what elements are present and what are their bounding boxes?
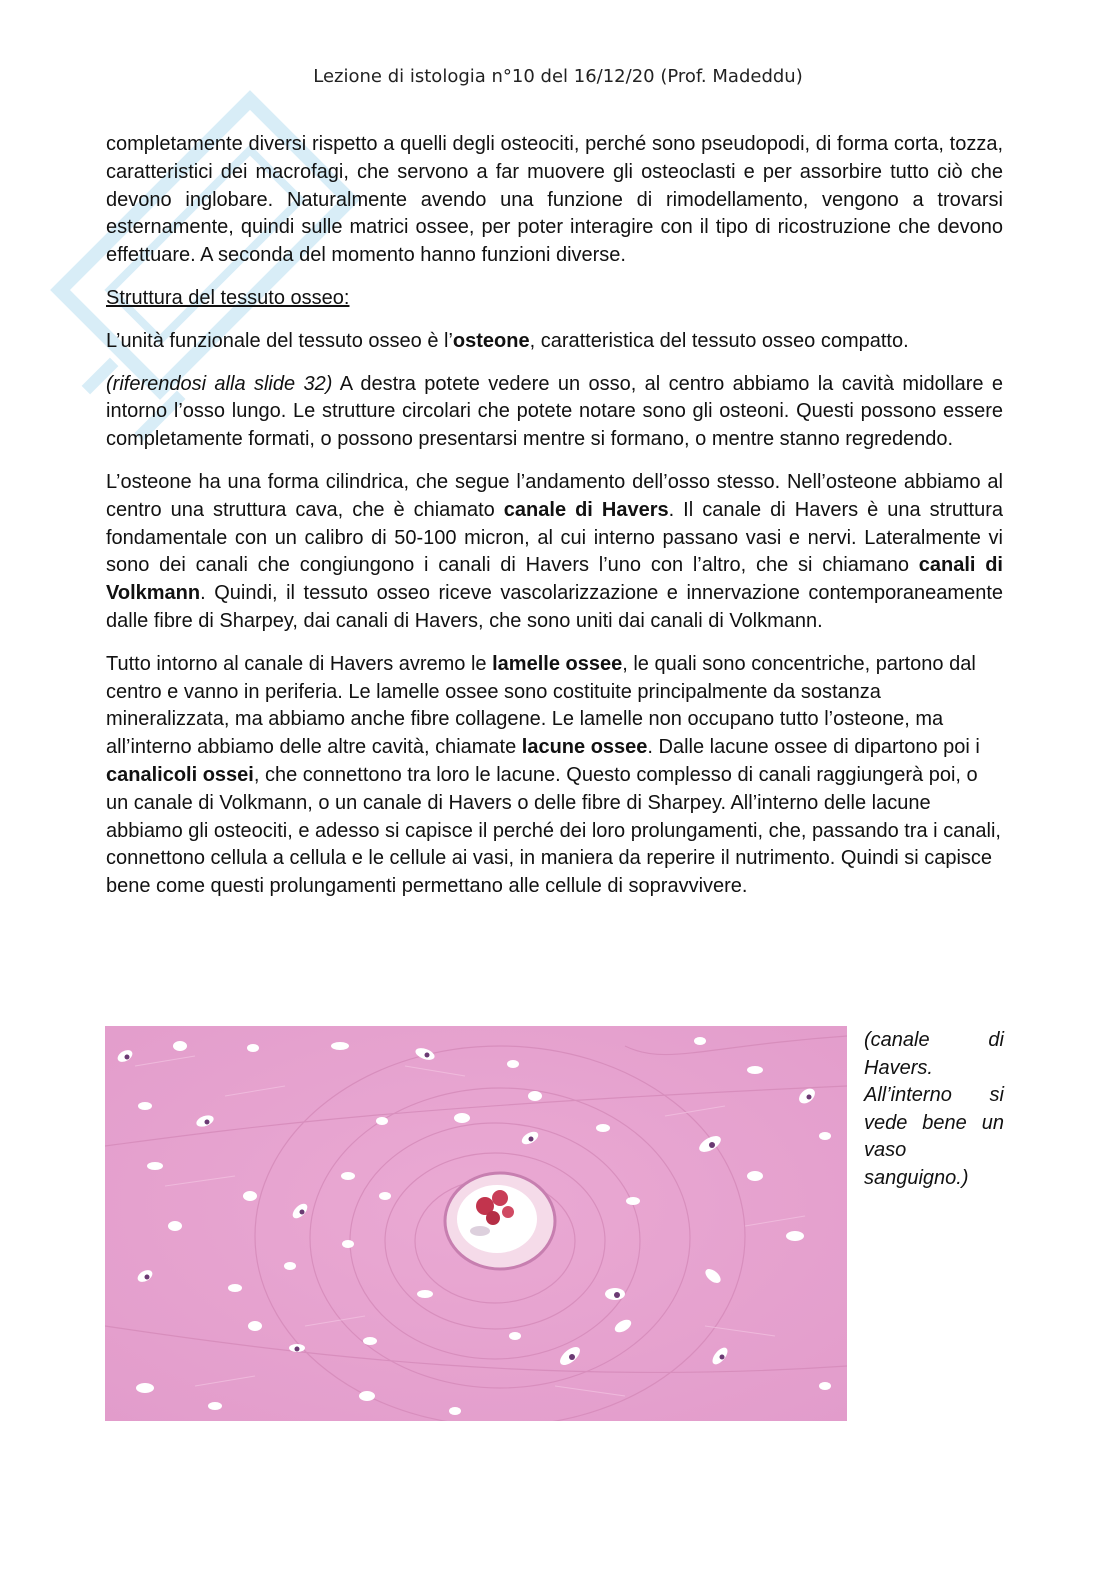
p5-text-c: , le quali sono concentriche, partono dal centro e vanno in periferia. Le lamelle ossee sono costituite principalmente da sostanza mineralizzata, ma abbiamo anche fibre collagene. Le lamelle non occupano tutto l’osteone, ma all’interno abbiamo delle altre cavità, chiamate (106, 652, 976, 759)
p5-text-a: Tutto intorno al canale di Havers avremo le (106, 652, 493, 675)
p3-text-b: A destra potete vedere un osso, al centro abbiamo la cavità midollare e intorno l’osso lungo. Le strutture circolari che potete notare sono gli osteoni. Questi possono essere completamente formati, o possono presentarsi mentre si formano, o mentre stanno regredendo. (106, 372, 1003, 451)
p2-text-a: L’unità funzionale del tessuto osseo è l’ (106, 329, 453, 352)
term-osteone: osteone (452, 329, 530, 352)
paragraph-5 (106, 651, 1003, 901)
p4-text-c: . Il canale di Havers è una struttura fondamentale con un calibro di 50-100 micron, al cui interno passano vasi e nervi. Lateralmente vi sono dei canali che congiungono i canali di Havers l’uno con l’altro, che si chiamano (106, 498, 1004, 577)
section-heading: Struttura del tessuto osseo: (106, 286, 350, 309)
p2-text-c: , caratteristica del tessuto osseo compatto. (529, 329, 909, 352)
term-canalicoli-ossei: canalicoli ossei (106, 763, 254, 786)
histology-image (105, 1026, 847, 1421)
havers-canal-micrograph (105, 1026, 847, 1421)
p5-text-g: , che connettono tra loro le lacune. Questo complesso di canali raggiungerà poi, o un canale di Volkmann, o un canale di Havers o delle fibre di Sharpey. All’interno delle lacune abbiamo gli osteociti, e adesso si capisce il perché dei loro prolungamenti, che, passando tra i canali, connettono cellula a cellula e le cellule ai vasi, in maniera da reperire il nutrimento. Quindi si capisce bene come questi prolungamenti permettano alle cellule di sopravvivere. (106, 763, 1001, 898)
page-header: Lezione di istologia n°10 del 16/12/20 (Prof. Madeddu) (313, 66, 803, 87)
p4-text-e: . Quindi, il tessuto osseo riceve vascolarizzazione e innervazione contemporaneamente dalle fibre di Sharpey, dai canali di Havers, che sono uniti dai canali di Volkmann. (106, 582, 1003, 632)
paragraph-2 (106, 328, 1003, 356)
slide-reference: (riferendosi alla slide 32) (106, 372, 333, 395)
body-text (106, 131, 1003, 901)
p4-text-a: L’osteone ha una forma cilindrica, che segue l’andamento dell’osso stesso. Nell’osteone abbiamo al centro una struttura cava, che è chiamato (106, 470, 1003, 521)
paragraph-3 (106, 371, 1003, 454)
term-canali-volkmann: canali di Volkmann (106, 554, 1003, 605)
havers-canal (445, 1173, 555, 1269)
term-canale-havers: canale di Havers (503, 498, 669, 521)
figure-caption: (canale di Havers. All’interno si vede bene un vaso sanguigno.) (864, 1029, 1004, 1189)
p5-text-e: . Dalle lacune ossee di dipartono poi i (647, 736, 980, 759)
paragraph-4 (106, 469, 1003, 636)
term-lamelle-ossee: lamelle ossee (492, 652, 623, 675)
term-lacune-ossee: lacune ossee (521, 736, 648, 759)
paragraph-1: completamente diversi rispetto a quelli degli osteociti, perché sono pseudopodi, di forma corta, tozza, caratteristici dei macrofagi, che servono a far muovere gli osteoclasti e per assorbire tutto ciò che devono inglobare. Naturalmente avendo una funzione di rimodellamento, vengono a trovarsi esternamente, quindi sulle matrici ossee, per poter interagire con il tipo di ricostruzione che devono effettuare. A seconda del momento hanno funzioni diverse. (106, 133, 1003, 267)
